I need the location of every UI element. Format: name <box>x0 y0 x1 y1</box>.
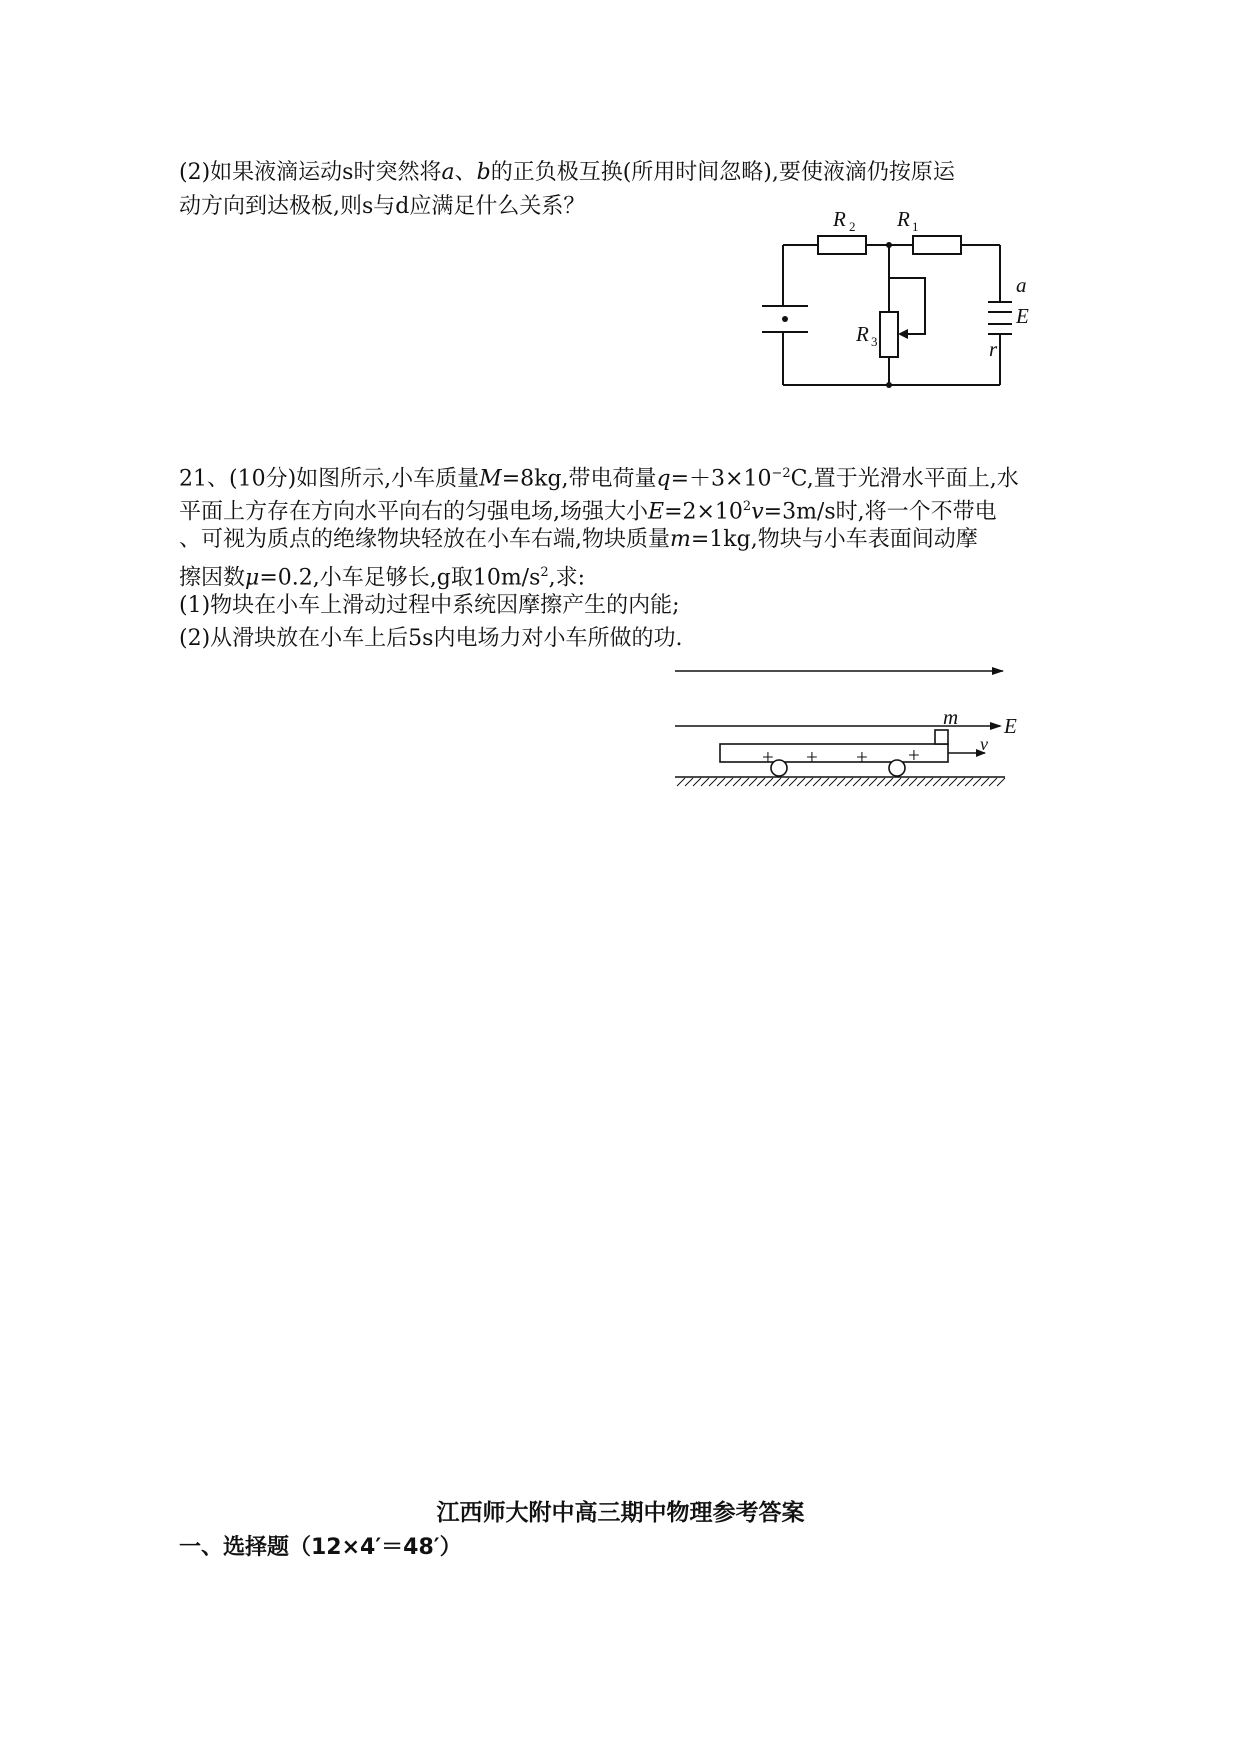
text-segment: 平面上方存在方向水平向右的匀强电场,场强大小 <box>179 499 648 525</box>
text-segment: 擦因数 <box>179 565 246 591</box>
label-r2-sub: 2 <box>849 219 856 234</box>
label-E: E <box>1004 714 1017 738</box>
slider-arrow-icon <box>898 329 908 339</box>
q21-line1 <box>179 459 1019 494</box>
label-r1-sub: 1 <box>912 219 919 234</box>
q20-part2-line2 <box>179 192 585 222</box>
charge-plus: + <box>762 745 774 769</box>
resistor-r2 <box>818 236 866 254</box>
q21-line2 <box>179 492 997 527</box>
resistor-r1 <box>913 236 961 254</box>
label-r1: R <box>897 207 910 231</box>
label-r2: R <box>833 207 846 231</box>
variable-v: v <box>751 499 764 525</box>
superscript: −2 <box>771 466 791 481</box>
label-r: r <box>989 337 998 361</box>
text-segment: (2)如果液滴运动s时突然将 <box>179 160 442 185</box>
ground-hatching <box>677 778 1005 786</box>
text-segment: 21、(10分)如图所示,小车质量 <box>179 466 480 492</box>
q21-line4 <box>179 558 585 593</box>
text-segment: =8kg,带电荷量 <box>501 466 657 492</box>
rheostat-r3 <box>880 312 898 357</box>
charge-plus: + <box>806 745 818 769</box>
section-heading-choice: 一、选择题（12×4′＝48′） <box>179 1535 462 1560</box>
q20-part2-line1 <box>179 158 955 188</box>
text-segment: (2)从滑块放在小车上后5s内电场力对小车所做的功. <box>179 626 683 651</box>
superscript: 2 <box>540 565 549 580</box>
label-r3-sub: 3 <box>871 334 878 349</box>
variable-E: E <box>648 499 665 525</box>
text-segment: 、可视为质点的绝缘物块轻放在小车右端,物块质量 <box>179 527 670 552</box>
text-segment: (1)物块在小车上滑动过程中系统因摩擦产生的内能; <box>179 593 680 618</box>
answer-key-title: 江西师大附中高三期中物理参考答案 <box>436 1500 805 1526</box>
variable-a: a <box>441 160 455 185</box>
text-segment: =1kg,物块与小车表面间动摩 <box>690 527 978 552</box>
arrow-head-icon <box>992 667 1004 675</box>
label-e: E <box>1016 304 1029 328</box>
superscript: 2 <box>742 499 752 514</box>
text-segment: 动方向到达极板,则s与d应满足什么关系？ <box>179 194 586 219</box>
text-segment: 、 <box>454 160 477 185</box>
wheel <box>889 760 905 776</box>
label-m: m <box>943 705 959 729</box>
variable-m: m <box>670 527 691 552</box>
junction-dot <box>886 242 892 248</box>
variable-M: M <box>479 466 502 492</box>
label-a: a <box>1016 273 1027 297</box>
circuit-diagram <box>760 200 1060 400</box>
text-segment: =＋3×10 <box>670 466 772 492</box>
block-m <box>935 730 948 744</box>
text-segment: =0.2,小车足够长,g取10m/s <box>259 565 541 591</box>
variable-b: b <box>476 160 491 185</box>
text-segment: C,置于光滑水平面上,水 <box>790 466 1019 492</box>
droplet-dot <box>782 316 788 322</box>
variable-q: q <box>656 466 671 492</box>
charge-plus: + <box>856 745 868 769</box>
variable-mu: μ <box>245 565 260 591</box>
text-segment: =3m/s时,将一个不带电 <box>763 499 997 525</box>
q21-line6 <box>179 624 682 654</box>
text-segment: =2×10 <box>664 499 743 525</box>
junction-dot <box>886 382 892 388</box>
text-segment: 的正负极互换(所用时间忽略),要使液滴仍按原运 <box>490 160 955 185</box>
charge-plus: + <box>908 743 920 767</box>
label-r3: R <box>856 322 869 346</box>
arrow-head-icon <box>990 722 1002 730</box>
label-v: v <box>980 734 988 754</box>
cart-field-diagram <box>670 655 1040 795</box>
q21-line3 <box>179 525 978 555</box>
text-segment: ,求: <box>548 565 586 591</box>
q21-line5 <box>179 591 680 621</box>
